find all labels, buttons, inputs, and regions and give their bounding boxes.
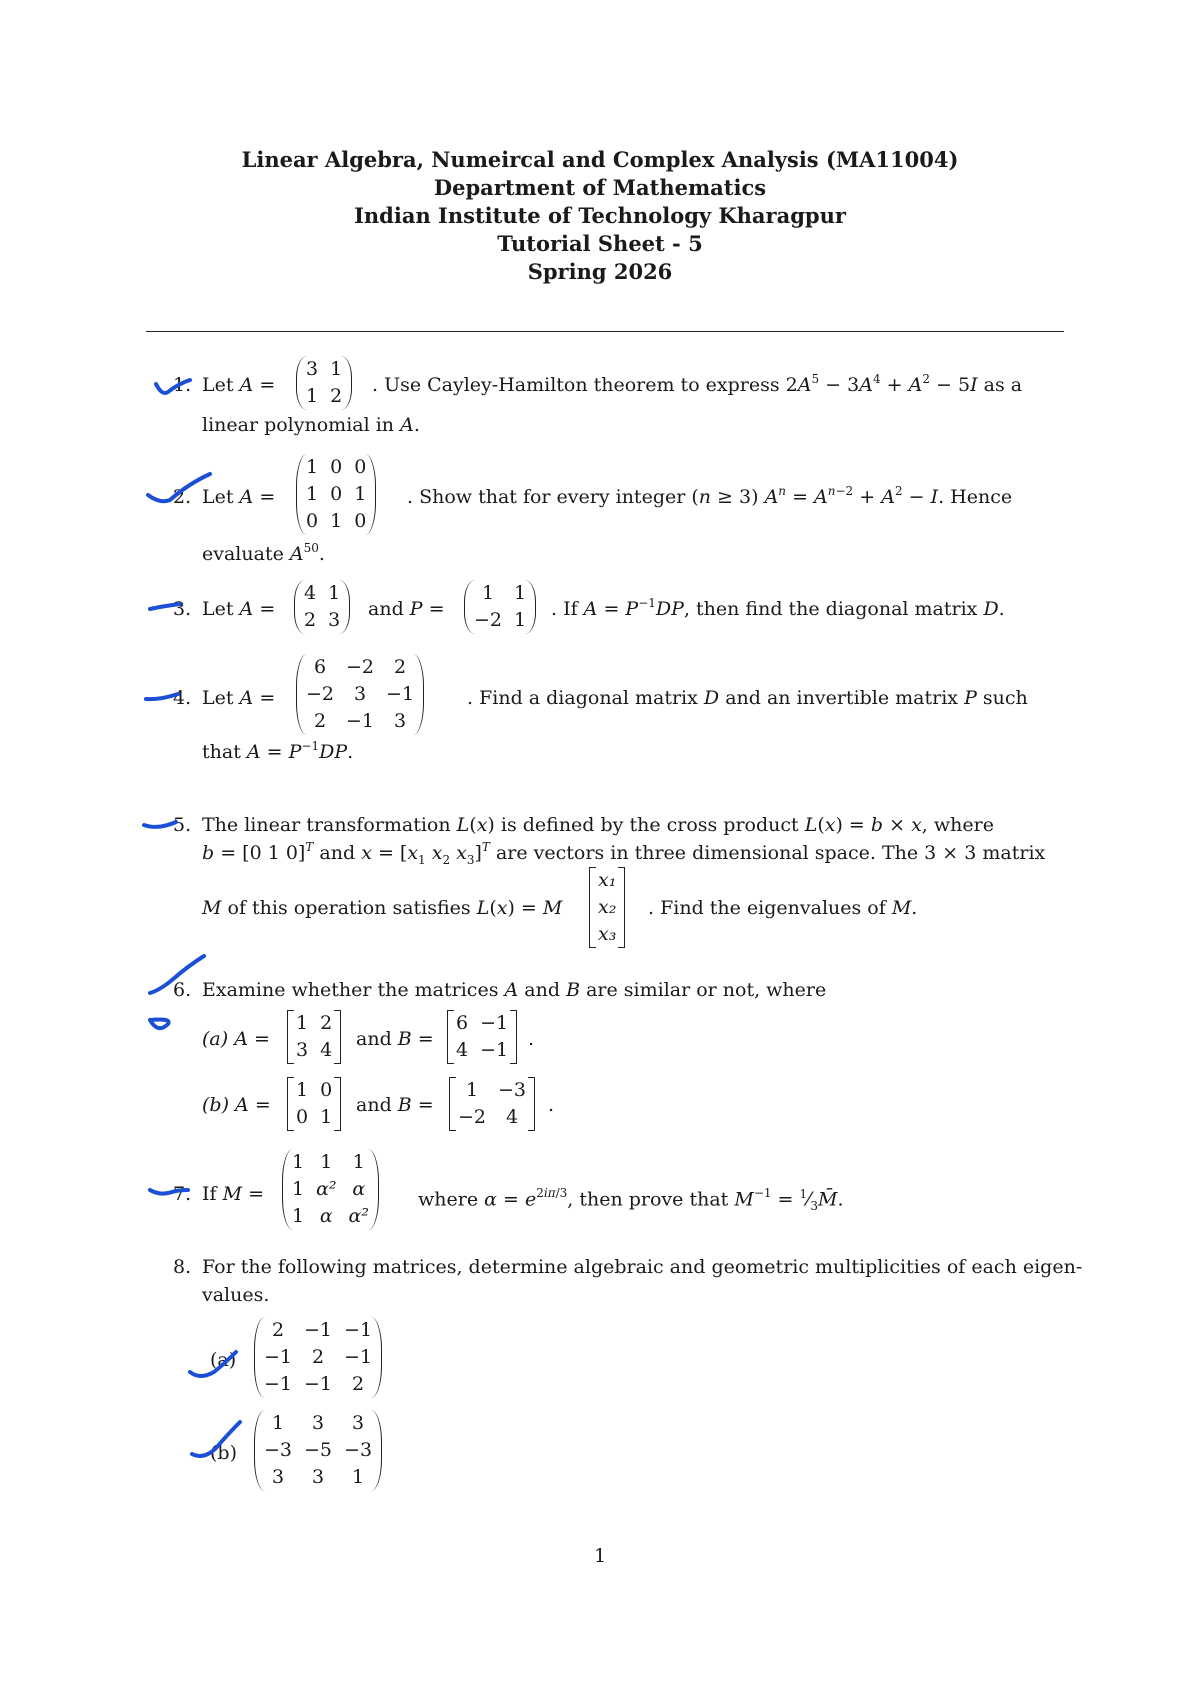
q8b-matrix: 1 3 3 −3 −5 −3 3 3 1 [258, 1410, 378, 1491]
q8-number: 8. [173, 1256, 192, 1278]
q7-text: where $\alpha = e^{2i\pi/3}$, then prove that $M^{-1}$ = $^1⁄_3M̄$. [418, 1186, 844, 1214]
institute: Indian Institute of Technology Kharagpur [354, 203, 846, 228]
q2-text-line2: evaluate $A^{50}$. [202, 541, 325, 565]
q4-number: 4. [173, 687, 192, 709]
q3-matrix-a: 4 1 2 3 [298, 580, 346, 634]
q1-text: . Use Cayley-Hamilton theorem to express $2A^5 - 3A^4 + A^2 - 5I$ as a [372, 372, 1023, 396]
q5-line3-end: . Find the eigenvalues of M. [648, 897, 918, 919]
q5-line3: M of this operation satisfies L(x) = M [202, 897, 563, 919]
q1-let: Let A = [202, 374, 276, 396]
q6-circle-icon [150, 1020, 169, 1029]
sheet-title: Tutorial Sheet - 5 [497, 231, 703, 256]
q2-matrix: 1 0 0 1 0 1 0 1 0 [300, 454, 372, 535]
q6-text: Examine whether the matrices A and B are similar or not, where [202, 979, 827, 1001]
q6b-matrix-b: 1 −3 −2 4 [452, 1077, 532, 1131]
q5-number: 5. [173, 814, 192, 836]
q4-text: . Find a diagonal matrix D and an invertible matrix P such [467, 687, 1028, 709]
q6a-matrix-a: 1 2 3 4 [290, 1010, 338, 1064]
q4-let: Let A = [202, 687, 276, 709]
q6b-period: . [548, 1094, 555, 1116]
page-number: 1 [593, 1545, 607, 1567]
q7-if: If M = [202, 1183, 265, 1205]
q6a-and: and B = [356, 1028, 434, 1050]
header-rule [146, 331, 1064, 332]
q8-line1: For the following matrices, determine algebraic and geometric multiplicities of each eigen- [202, 1256, 1083, 1278]
course-title: Linear Algebra, Numeircal and Complex Analysis (MA11004) [241, 147, 959, 172]
q3-matrix-p: 1 1 −2 1 [468, 580, 532, 634]
q3-let: Let A = [202, 598, 276, 620]
q2-number: 2. [173, 486, 192, 508]
q2-text: . Show that for every integer (n ≥ 3) $A^n = A^{n-2} + A^2 - I$. Hence [407, 484, 1013, 508]
q5-line2: b = [0 1 0]$^T$ and $x = [x_1$ $x_2$ $x_3]^T$ are vectors in three dimensional space. The 3 × 3 matrix [202, 840, 1046, 867]
q1-matrix: 3 1 1 2 [300, 356, 348, 410]
q6a-matrix-b: 6 −1 4 −1 [450, 1010, 514, 1064]
q1-text-line2: linear polynomial in A. [202, 414, 420, 436]
q8a-matrix: 2 −1 −1 −1 2 −1 −1 −1 2 [258, 1317, 378, 1398]
q5-line1: The linear transformation L(x) is defined by the cross product L(x) = b × x, where [202, 814, 994, 836]
term: Spring 2026 [527, 259, 673, 284]
q8-line2: values. [202, 1284, 270, 1306]
q3-number: 3. [173, 598, 192, 620]
q5-vector: x₁ x₂ x₃ [592, 867, 622, 948]
q6b-and: and B = [356, 1094, 434, 1116]
q3-text: . If $A = P^{-1}DP$, then find the diagonal matrix D. [551, 596, 1005, 620]
department: Department of Mathematics [433, 175, 767, 200]
q4-matrix: 6 −2 2 −2 3 −1 2 −1 3 [300, 654, 420, 735]
q2-let: Let A = [202, 486, 276, 508]
q3-and: and P = [368, 598, 445, 620]
q8b-label: (b) [210, 1442, 237, 1464]
q1-number: 1. [173, 374, 192, 396]
q6a-label: (a) A = [202, 1028, 270, 1050]
q6b-matrix-a: 1 0 0 1 [290, 1077, 338, 1131]
q6a-period: . [528, 1028, 535, 1050]
q5-check-icon [144, 822, 176, 827]
q6b-label: (b) A = [202, 1094, 271, 1116]
q7-number: 7. [173, 1183, 192, 1205]
q8a-label: (a) [210, 1349, 237, 1371]
q7-matrix: 1 1 1 1 α² α 1 α α² [286, 1149, 375, 1230]
q4-text-line2: that $A = P^{-1}DP$. [202, 739, 354, 763]
q6-number: 6. [173, 979, 192, 1001]
